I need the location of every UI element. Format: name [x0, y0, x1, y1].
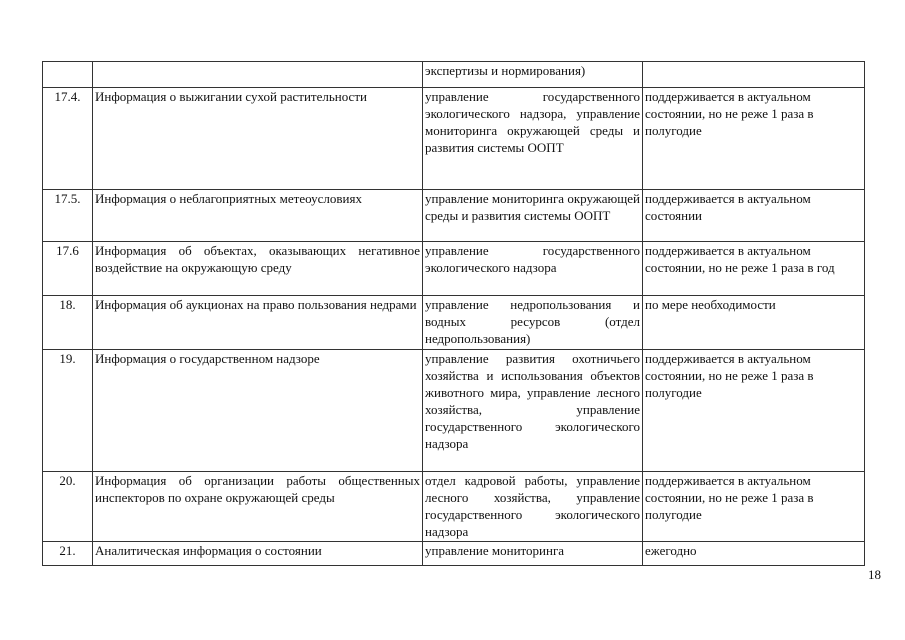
row-number: [43, 62, 93, 88]
row-number: 17.5.: [43, 190, 93, 242]
table-row: [43, 472, 865, 542]
info-cell: Информация об организации работы общественных инспекторов по охране окружающей среды: [93, 472, 423, 542]
info-cell: Информация о государственном надзоре: [93, 350, 423, 472]
period-cell: по мере необходимости: [643, 296, 865, 350]
register-table: [42, 61, 865, 566]
responsible-cell: управление развития охотничьего хозяйства и использования объектов животного мира, управление лесного хозяйства, управление государственного экологического надзора: [423, 350, 643, 472]
row-number: 20.: [43, 472, 93, 542]
row-number: 18.: [43, 296, 93, 350]
page-number: 18: [868, 567, 881, 582]
period-cell: поддерживается в актуальном состоянии, но не реже 1 раза в полугодие: [643, 88, 865, 190]
info-cell: [93, 62, 423, 88]
row-number: 17.6: [43, 242, 93, 296]
row-number: 17.4.: [43, 88, 93, 190]
period-cell: [643, 62, 865, 88]
period-cell: поддерживается в актуальном состоянии, но не реже 1 раза в полугодие: [643, 350, 865, 472]
responsible-cell: управление государственного экологического надзора: [423, 242, 643, 296]
period-cell: поддерживается в актуальном состоянии: [643, 190, 865, 242]
info-cell: Информация о неблагоприятных метеоусловиях: [93, 190, 423, 242]
period-cell: поддерживается в актуальном состоянии, но не реже 1 раза в год: [643, 242, 865, 296]
responsible-cell: управление недропользования и водных ресурсов (отдел недропользования): [423, 296, 643, 350]
table-row: [43, 242, 865, 296]
responsible-cell: отдел кадровой работы, управление лесного хозяйства, управление государственного экологического надзора: [423, 472, 643, 542]
row-number: 21.: [43, 542, 93, 566]
responsible-cell: управление государственного экологического надзора, управление мониторинга окружающей среды и развития системы ООПТ: [423, 88, 643, 190]
info-cell: Информация об аукционах на право пользования недрами: [93, 296, 423, 350]
responsible-cell: управление мониторинга окружающей среды и развития системы ООПТ: [423, 190, 643, 242]
info-cell: Аналитическая информация о состоянии: [93, 542, 423, 566]
table-row: [43, 296, 865, 350]
info-cell: Информация об объектах, оказывающих негативное воздействие на окружающую среду: [93, 242, 423, 296]
info-cell: Информация о выжигании сухой растительности: [93, 88, 423, 190]
responsible-cell: экспертизы и нормирования): [423, 62, 643, 88]
table-row: [43, 190, 865, 242]
row-number: 19.: [43, 350, 93, 472]
table-row: [43, 88, 865, 190]
table-row: [43, 542, 865, 566]
period-cell: поддерживается в актуальном состоянии, но не реже 1 раза в полугодие: [643, 472, 865, 542]
period-cell: ежегодно: [643, 542, 865, 566]
table-row: [43, 350, 865, 472]
responsible-cell: управление мониторинга: [423, 542, 643, 566]
table-row: [43, 62, 865, 88]
